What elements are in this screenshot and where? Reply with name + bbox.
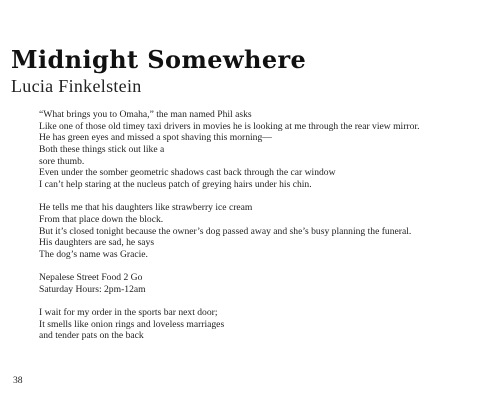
poem-body <box>39 109 475 354</box>
poem-line: Nepalese Street Food 2 Go <box>39 272 143 284</box>
poem-line: Saturday Hours: 2pm-12am <box>39 283 146 295</box>
page-number: 38 <box>13 375 23 386</box>
poem-line: His daughters are sad, he says <box>39 237 155 249</box>
poem-line: It smells like onion rings and loveless marriages <box>39 318 225 330</box>
poem-line: He tells me that his daughters like strawberry ice cream <box>39 202 253 214</box>
stanza-2 <box>39 202 475 260</box>
poem-line: Even under the somber geometric shadows cast back through the car window <box>39 167 336 179</box>
author-name: Lucia Finkelstein <box>11 76 142 96</box>
poem-line: The dog’s name was Gracie. <box>39 248 148 260</box>
stanza-4 <box>39 307 475 342</box>
poem-line: “What brings you to Omaha,” the man named Phil asks <box>39 109 252 120</box>
stanza-3 <box>39 272 475 295</box>
poem-title: Midnight Somewhere <box>11 45 307 74</box>
poem-line: and tender pats on the back <box>39 330 144 342</box>
poem-line: sore thumb. <box>39 155 85 167</box>
poem-line: I can’t help staring at the nucleus patch of greying hairs under his chin. <box>39 178 312 190</box>
poem-line: Like one of those old timey taxi drivers in movies he is looking at me through the rear view mirror. <box>39 120 420 132</box>
poem-line: He has green eyes and missed a spot shaving this morning— <box>39 132 272 144</box>
poem-line: But it’s closed tonight because the owner’s dog passed away and she’s busy planning the funeral. <box>39 225 412 237</box>
poem-line: Both these things stick out like a <box>39 143 165 155</box>
poem-line: From that place down the block. <box>39 213 164 225</box>
poem-line: I wait for my order in the sports bar next door; <box>39 307 218 319</box>
stanza-1 <box>39 109 475 191</box>
